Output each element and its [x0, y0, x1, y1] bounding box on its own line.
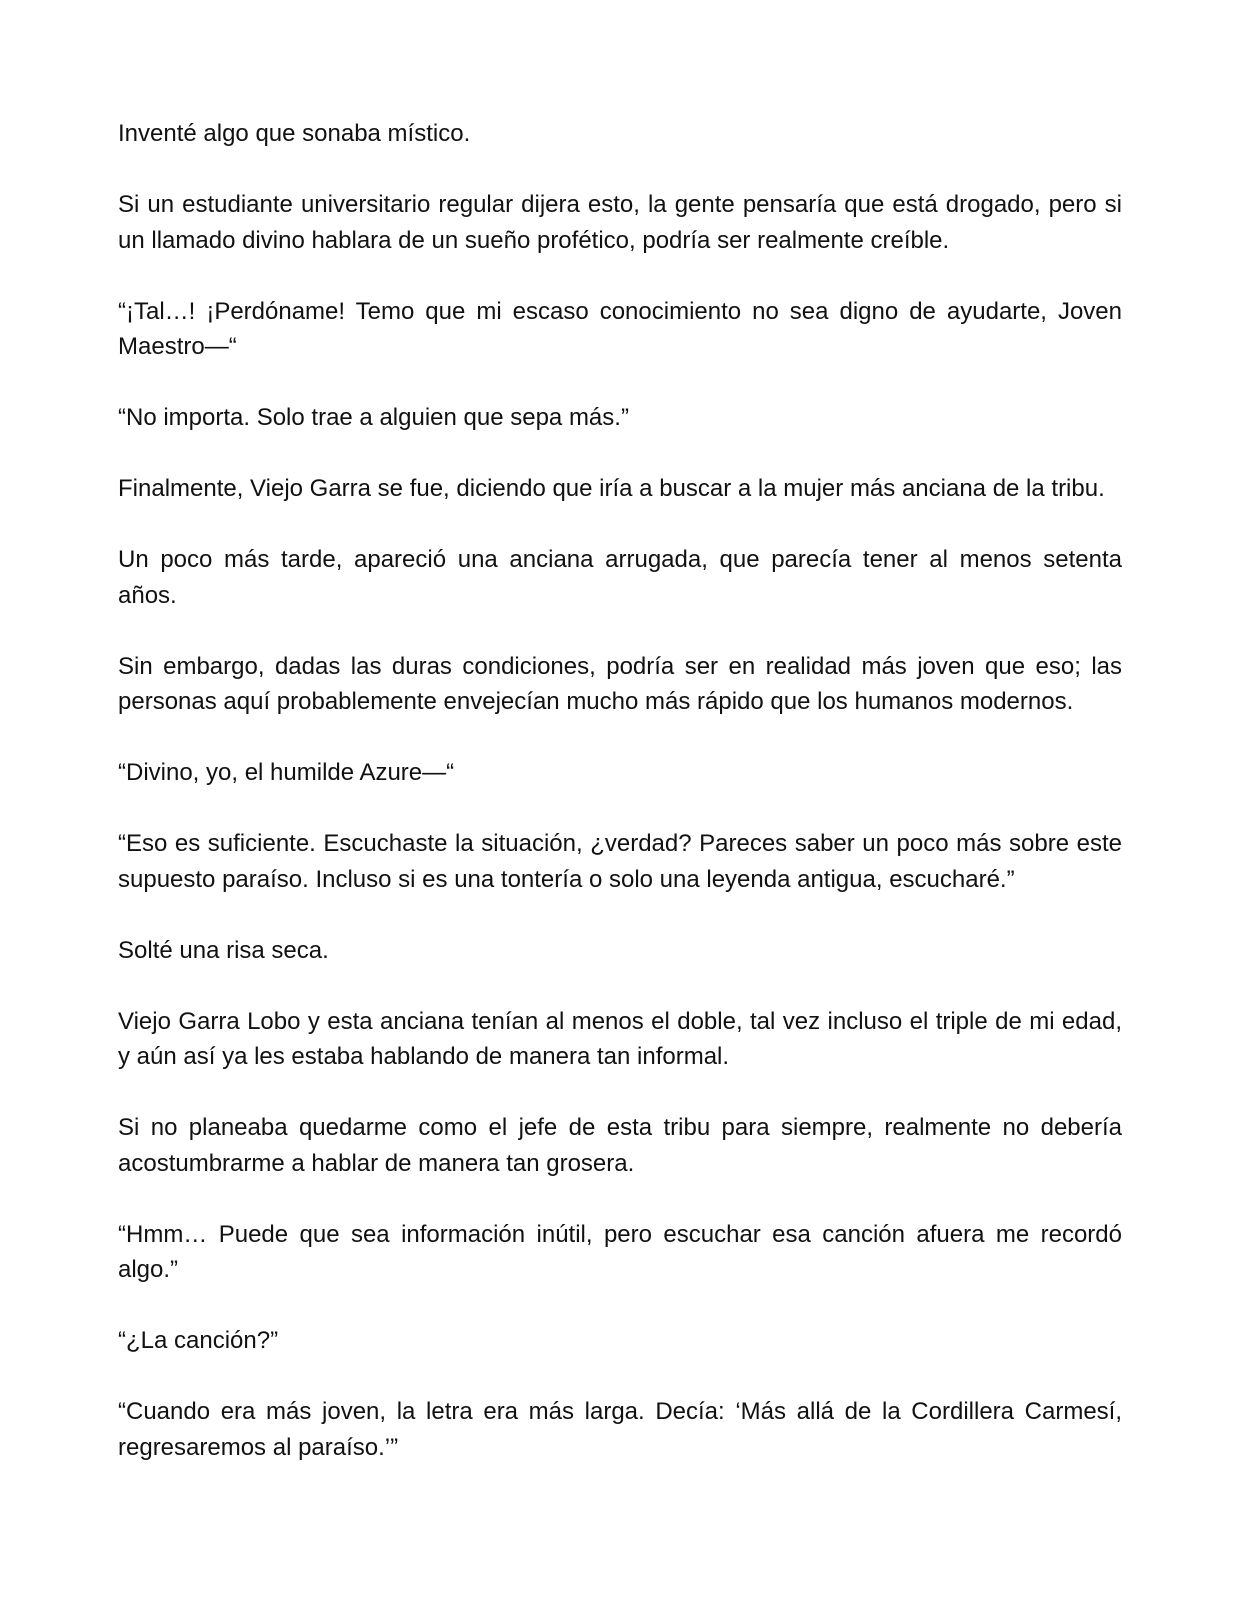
body-text: [118, 116, 1122, 1465]
paragraph: Si no planeaba quedarme como el jefe de esta tribu para siempre, realmente no debería acostumbrarme a hablar de manera tan grosera.: [118, 1114, 1122, 1177]
paragraph: “¿La canción?”: [118, 1327, 279, 1354]
paragraph: “No importa. Solo trae a alguien que sepa más.”: [118, 404, 629, 431]
paragraph: “Divino, yo, el humilde Azure—“: [118, 759, 455, 786]
paragraph: Si un estudiante universitario regular dijera esto, la gente pensaría que está drogado, pero si un llamado divino hablara de un sueño profético, podría ser realmente creíble.: [118, 191, 1122, 254]
paragraph: “Eso es suficiente. Escuchaste la situación, ¿verdad? Pareces saber un poco más sobre este supuesto paraíso. Incluso si es una tontería o solo una leyenda antigua, escucharé.”: [118, 830, 1122, 893]
paragraph: Viejo Garra Lobo y esta anciana tenían al menos el doble, tal vez incluso el triple de mi edad, y aún así ya les estaba hablando de manera tan informal.: [118, 1007, 1122, 1070]
paragraph: Solté una risa seca.: [118, 936, 329, 964]
paragraph: Inventé algo que sonaba místico.: [118, 120, 471, 147]
paragraph: “Hmm… Puede que sea información inútil, pero escuchar esa canción afuera me recordó algo.”: [118, 1220, 1122, 1283]
paragraph: Un poco más tarde, apareció una anciana arrugada, que parecía tener al menos setenta años.: [118, 546, 1122, 609]
paragraph: Sin embargo, dadas las duras condiciones, podría ser en realidad más joven que eso; las personas aquí probablemente envejecían mucho más rápido que los humanos modernos.: [118, 652, 1122, 715]
paragraph: “Cuando era más joven, la letra era más larga. Decía: ‘Más allá de la Cordillera Carmesí, regresaremos al paraíso.’”: [118, 1398, 1122, 1461]
paragraph: Finalmente, Viejo Garra se fue, diciendo que iría a buscar a la mujer más anciana de la tribu.: [118, 475, 1105, 502]
paragraph: “¡Tal…! ¡Perdóname! Temo que mi escaso conocimiento no sea digno de ayudarte, Joven Maestro—“: [118, 297, 1122, 360]
